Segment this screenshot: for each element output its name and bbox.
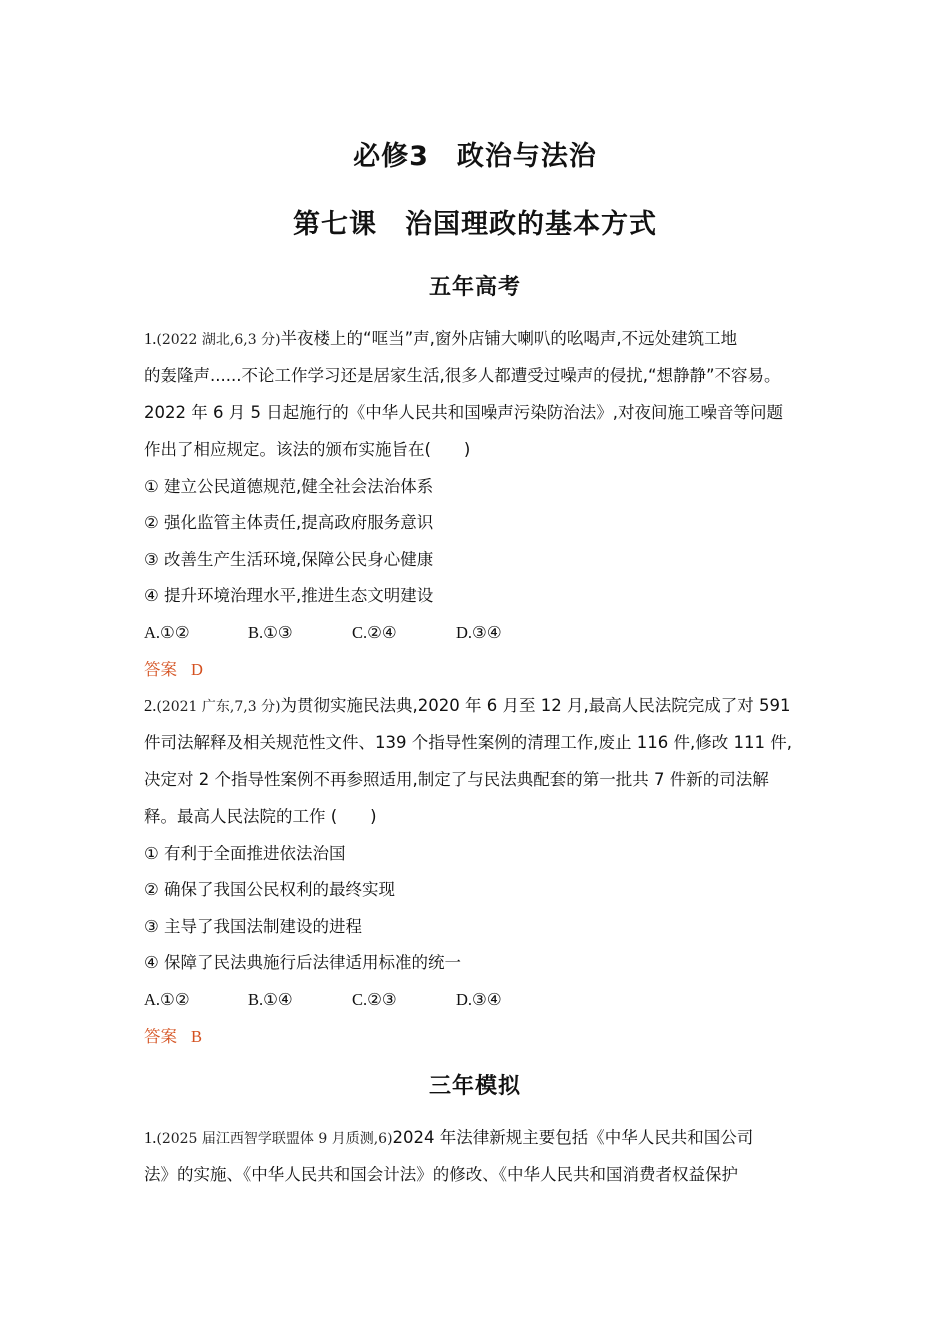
answer-value: D [191, 660, 203, 679]
stem-text: 2024 年法律新规主要包括《中华人民共和国公司 [392, 1128, 754, 1147]
option-c: C.②④ [352, 623, 397, 642]
section-title-five-year: 五年高考 [428, 275, 521, 300]
question-source: (2021 广东,7,3 分) [156, 699, 281, 715]
question-1-answer [144, 659, 824, 681]
question-2-answer [144, 1026, 824, 1048]
answer-label: 答案 [144, 1027, 177, 1046]
option-a: A.①② [144, 623, 190, 642]
question-1-item: ① 建立公民道德规范,健全社会法治体系 [144, 477, 434, 496]
question-2-item: ③ 主导了我国法制建设的进程 [144, 917, 363, 936]
question-2-stem-line: 决定对 2 个指导性案例不再参照适用,制定了与民法典配套的第一批共 7 件新的司法解 [144, 770, 769, 789]
question-1-stem-line: 2022 年 6 月 5 日起施行的《中华人民共和国噪声污染防治法》,对夜间施工噪音等问题 [144, 403, 783, 422]
question-3-stem-line [144, 1127, 824, 1150]
stem-text: 半夜楼上的“哐当”声,窗外店铺大喇叭的吆喝声,不远处建筑工地 [280, 329, 738, 348]
question-number: 1. [144, 329, 157, 348]
question-3-stem-line: 法》的实施、《中华人民共和国会计法》的修改、《中华人民共和国消费者权益保护 [144, 1165, 738, 1184]
question-1-stem-line [144, 328, 824, 351]
option-d: D.③④ [456, 990, 502, 1009]
stem-text: 为贯彻实施民法典,2020 年 6 月至 12 月,最高人民法院完成了对 591 [280, 696, 791, 715]
question-1-item: ④ 提升环境治理水平,推进生态文明建设 [144, 586, 434, 605]
question-source: (2022 湖北,6,3 分) [156, 332, 281, 348]
question-1-item: ② 强化监管主体责任,提高政府服务意识 [144, 513, 434, 532]
question-2-stem-line: 件司法解释及相关规范性文件、139 个指导性案例的清理工作,废止 116 件,修改 111 件, [144, 733, 792, 752]
option-d: D.③④ [456, 623, 502, 642]
lesson-title: 第七课 治国理政的基本方式 [293, 209, 657, 240]
answer-label: 答案 [144, 660, 177, 679]
section-title-three-year: 三年模拟 [428, 1074, 521, 1099]
question-2-item: ④ 保障了民法典施行后法律适用标准的统一 [144, 953, 462, 972]
question-2-options [144, 989, 824, 1011]
question-2-item: ② 确保了我国公民权利的最终实现 [144, 880, 396, 899]
question-2-item: ① 有利于全面推进依法治国 [144, 844, 346, 863]
question-number: 1. [144, 1128, 157, 1147]
question-2-stem-line: 释。最高人民法院的工作 ( ) [144, 807, 377, 826]
question-source: (2025 届江西智学联盟体 9 月质测,6) [156, 1131, 393, 1147]
option-b: B.①③ [248, 623, 293, 642]
question-2-stem-line [144, 695, 824, 718]
question-1-options [144, 622, 824, 644]
option-b: B.①④ [248, 990, 293, 1009]
option-c: C.②③ [352, 990, 397, 1009]
option-a: A.①② [144, 990, 190, 1009]
answer-value: B [191, 1027, 203, 1046]
question-number: 2. [144, 696, 157, 715]
question-1-stem-line: 作出了相应规定。该法的颁布实施旨在( ) [144, 440, 471, 459]
question-1-item: ③ 改善生产生活环境,保障公民身心健康 [144, 550, 434, 569]
question-1-stem-line: 的轰隆声......不论工作学习还是居家生活,很多人都遭受过噪声的侵扰,“想静静”不容易。 [144, 366, 781, 385]
book-title: 必修3 政治与法治 [353, 141, 597, 172]
